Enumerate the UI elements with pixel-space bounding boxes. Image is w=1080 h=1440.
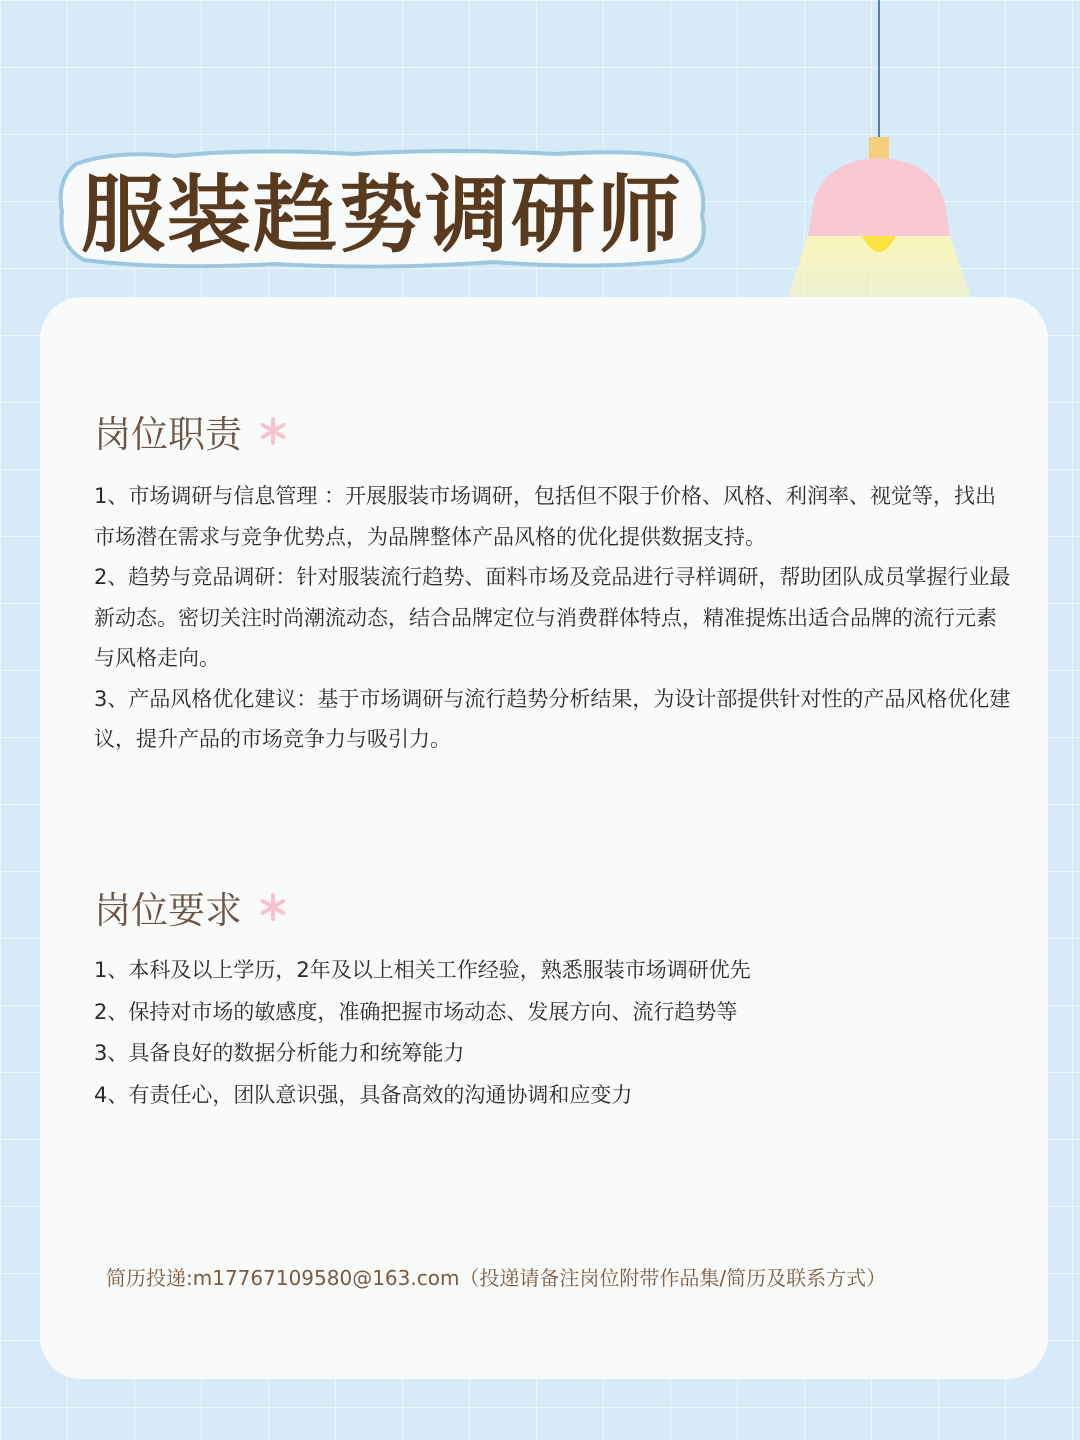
duties-heading-row (94, 404, 288, 458)
contact-info: 简历投递:m17767109580@163.com（投递请备注岗位附带作品集/简历及联系方式） (106, 1266, 887, 1290)
asterisk-icon (258, 892, 288, 922)
requirement-item-3: 3、具备良好的数据分析能力和统筹能力 (94, 1041, 465, 1065)
title-badge (54, 146, 710, 270)
duties-list (94, 476, 1012, 760)
content-card (40, 297, 1048, 1379)
requirement-item-1: 1、本科及以上学历，2年及以上相关工作经验，熟悉服装市场调研优先 (94, 958, 751, 982)
duty-item-2: 2、趋势与竞品调研：针对服装流行趋势、面料市场及竞品进行寻样调研，帮助团队成员掌握行业最新动态。密切关注时尚潮流动态，结合品牌定位与消费群体特点，精准提炼出适合品牌的流行元素与风格走向。 (94, 565, 1011, 670)
requirements-heading: 岗位要求 (94, 889, 242, 932)
requirements-heading-row (94, 880, 288, 934)
page-title: 服装趋势调研师 (80, 165, 683, 264)
requirement-item-2: 2、保持对市场的敏感度，准确把握市场动态、发展方向、流行趋势等 (94, 999, 738, 1024)
asterisk-icon (258, 416, 288, 446)
requirement-item-4: 4、有责任心，团队意识强，具备高效的沟通协调和应变力 (94, 1082, 633, 1107)
duties-heading: 岗位职责 (94, 413, 242, 456)
duty-item-3: 3、产品风格优化建议：基于市场调研与流行趋势分析结果，为设计部提供针对性的产品风格优化建议，提升产品的市场竞争力与吸引力。 (94, 686, 1011, 751)
duty-item-1: 1、市场调研与信息管理 ：开展服装市场调研，包括但不限于价格、风格、利润率、视觉等，找出市场潜在需求与竞争优势点，为品牌整体产品风格的优化提供数据支持。 (94, 484, 997, 549)
requirements-list (94, 950, 1012, 1116)
